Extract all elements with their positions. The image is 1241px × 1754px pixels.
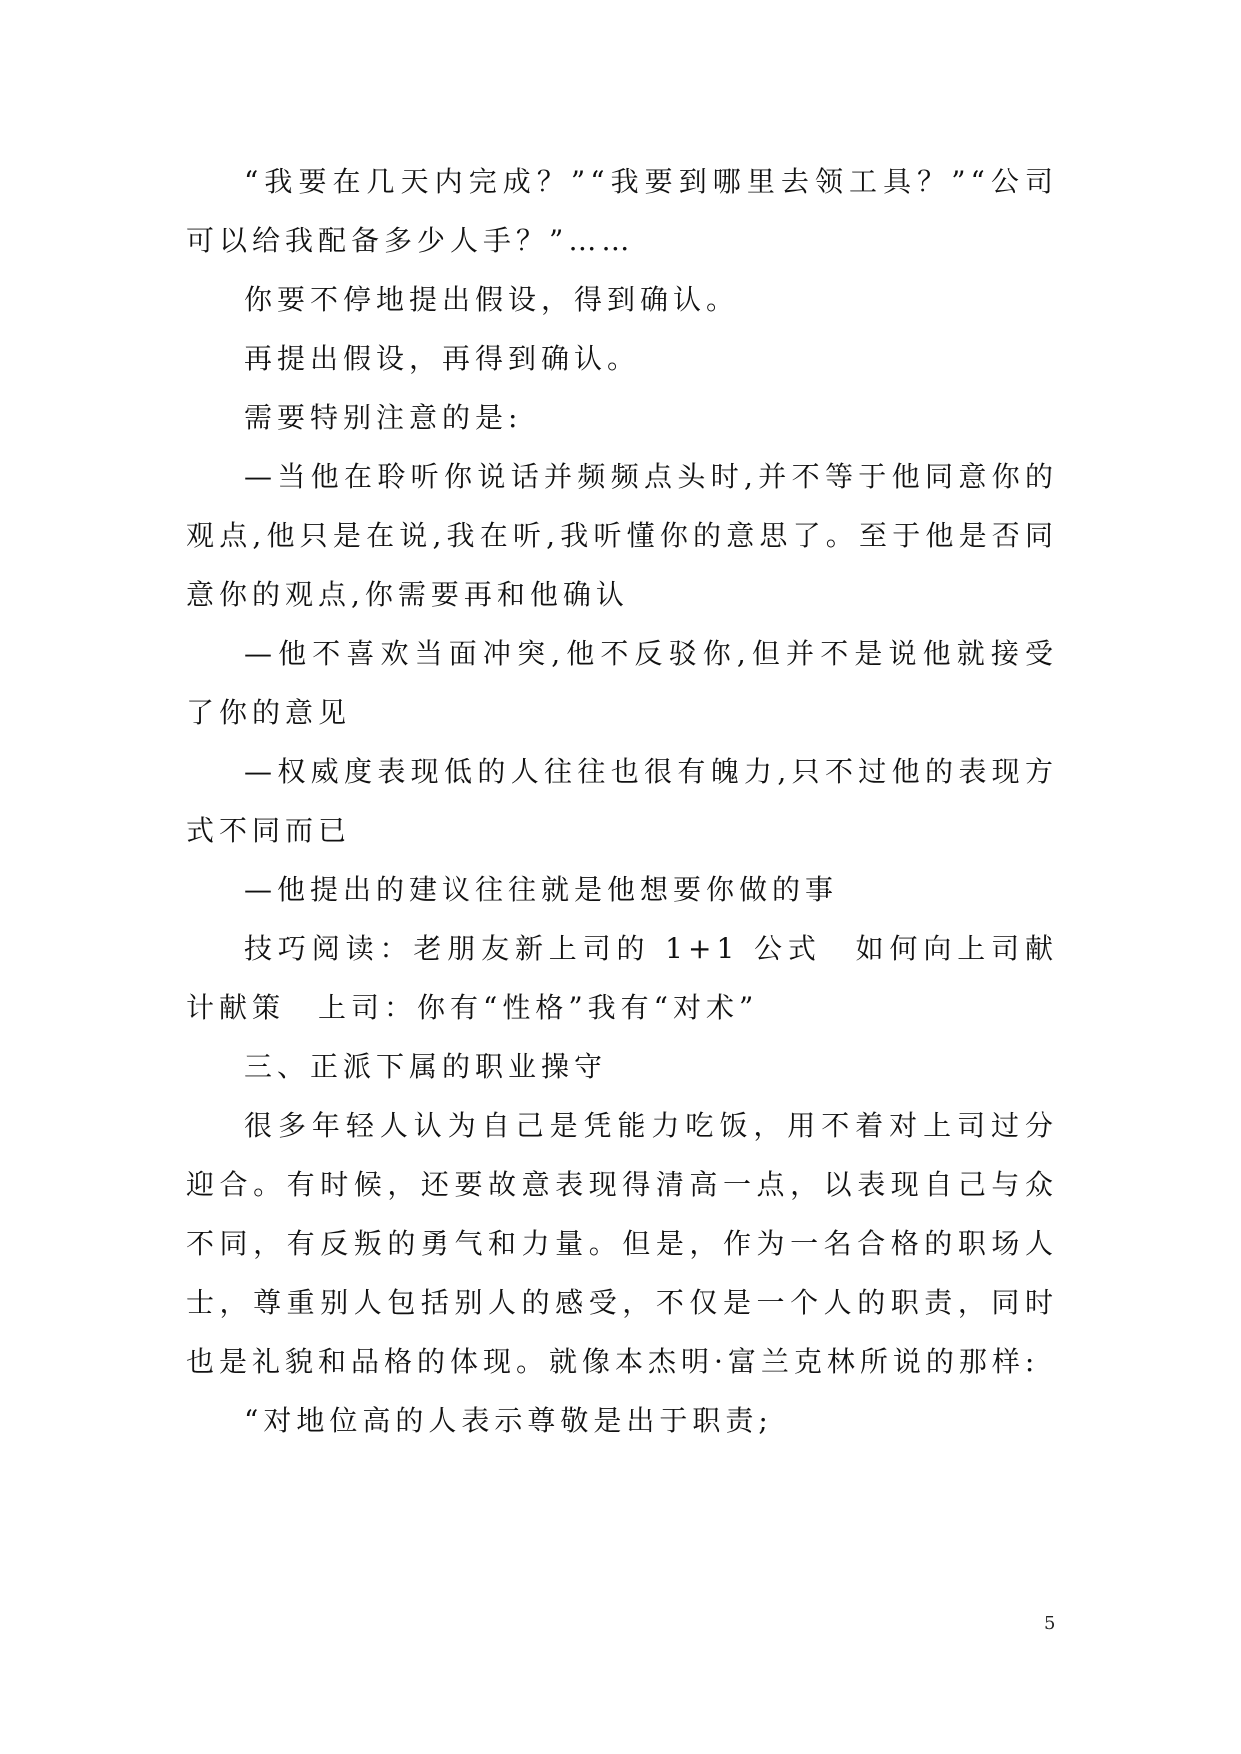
paragraph: —当他在聆听你说话并频频点头时,并不等于他同意你的观点,他只是在说,我在听,我听懂你的意思了。至于他是否同意你的观点,你需要再和他确认 <box>186 460 1058 611</box>
section-heading: 三、正派下属的职业操守 <box>244 1050 608 1083</box>
paragraph: —他提出的建议往往就是他想要你做的事 <box>244 873 839 906</box>
paragraph: —权威度表现低的人往往也很有魄力,只不过他的表现方式不同而已 <box>186 755 1058 847</box>
paragraph: 需要特别注意的是: <box>244 401 523 434</box>
paragraph: 再提出假设，再得到确认。 <box>244 342 641 375</box>
paragraph: —他不喜欢当面冲突,他不反驳你,但并不是说他就接受了你的意见 <box>186 637 1058 729</box>
paragraph: 很多年轻人认为自己是凭能力吃饭，用不着对上司过分迎合。有时候，还要故意表现得清高一点，以表现自己与众不同，有反叛的勇气和力量。但是，作为一名合格的职场人士，尊重别人包括别人的感受，不仅是一个人的职责，同时也是礼貌和品格的体现。就像本杰明·富兰克林所说的那样: <box>186 1109 1058 1378</box>
paragraph: 技巧阅读：老朋友新上司的 1+1 公式 如何向上司献计献策 上司：你有“性格”我有“对术” <box>186 932 1058 1024</box>
page-number: 5 <box>1044 1613 1056 1634</box>
paragraph: “对地位高的人表示尊敬是出于职责; <box>244 1404 773 1437</box>
document-body <box>186 152 1058 1450</box>
paragraph: 你要不停地提出假设，得到确认。 <box>244 283 740 316</box>
paragraph: “我要在几天内完成？”“我要到哪里去领工具？”“公司可以给我配备多少人手？”…… <box>186 165 1058 257</box>
